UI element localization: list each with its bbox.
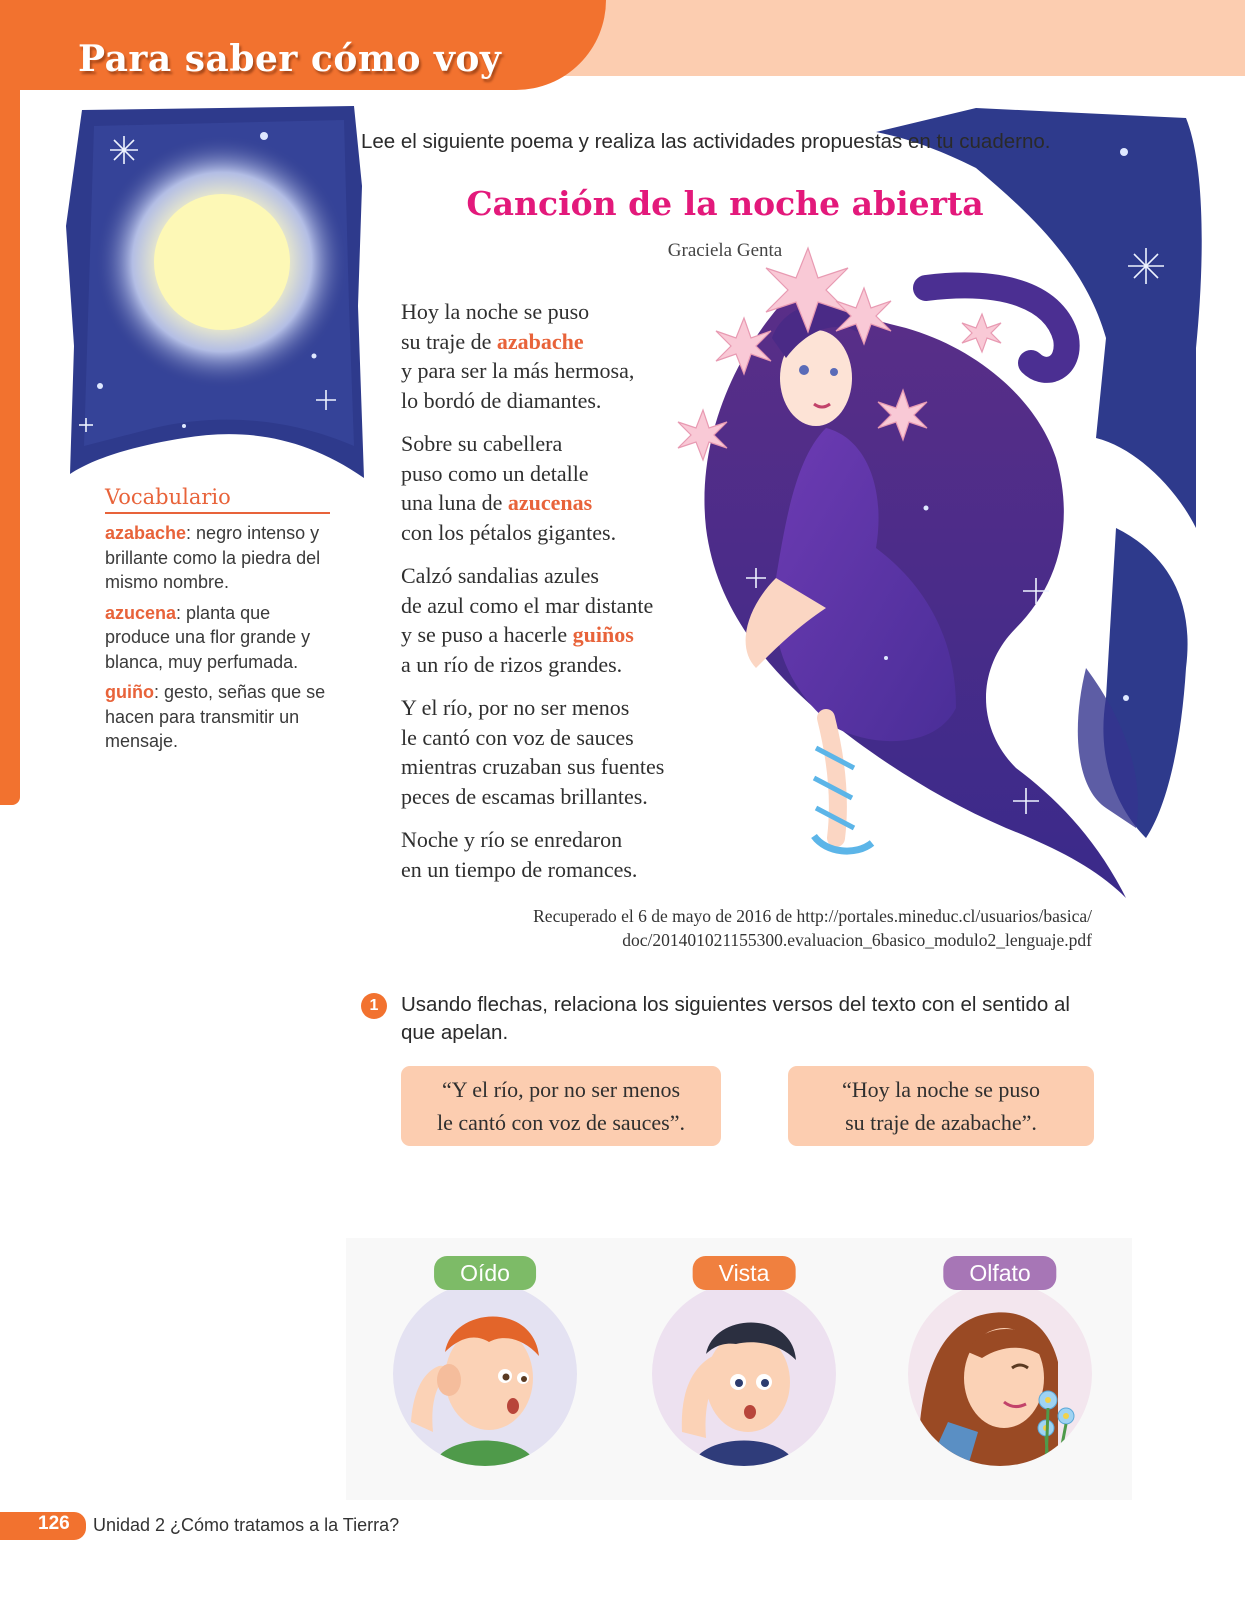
verse: Sobre su cabellera bbox=[401, 431, 563, 456]
verse: Hoy la noche se puso bbox=[401, 299, 590, 324]
moon-illustration bbox=[64, 106, 374, 478]
vocabulary-term: azucena bbox=[105, 602, 177, 623]
vocabulary-item bbox=[105, 680, 330, 754]
verse: Noche y río se enredaron bbox=[401, 827, 623, 852]
quote-box bbox=[401, 1066, 721, 1146]
verse-text: su traje de bbox=[401, 328, 497, 354]
stanza bbox=[401, 561, 664, 679]
verse: con los pétalos gigantes. bbox=[401, 519, 617, 545]
boy-listening-illustration bbox=[393, 1282, 577, 1466]
stanza bbox=[401, 297, 664, 415]
quote-line: “Hoy la noche se puso bbox=[842, 1077, 1040, 1102]
poem-title: Canción de la noche abierta bbox=[466, 184, 984, 223]
source-line: doc/201401021155300.evaluacion_6basico_modulo2_lenguaje.pdf bbox=[622, 930, 1092, 950]
vocabulary-title: Vocabulario bbox=[105, 485, 330, 514]
vocabulary-definition: : gesto, señas que se hacen para transmitir un mensaje. bbox=[105, 682, 326, 751]
activity-number-badge: 1 bbox=[361, 993, 387, 1019]
page-number: 126 bbox=[38, 1513, 70, 1534]
verse: puso como un detalle bbox=[401, 460, 589, 486]
vocabulary-keyword: azucenas bbox=[507, 490, 593, 515]
quote-line: su traje de azabache”. bbox=[845, 1110, 1037, 1135]
verse: en un tiempo de romances. bbox=[401, 856, 638, 882]
night-lady-illustration bbox=[676, 108, 1228, 908]
vocabulary-definition: : negro intenso y brillante como la piedra del mismo nombre. bbox=[105, 523, 321, 592]
source-line: Recuperado el 6 de mayo de 2016 de http://portales.mineduc.cl/usuarios/basica/ bbox=[533, 906, 1092, 926]
poem-body bbox=[401, 297, 664, 898]
vocabulary-item bbox=[105, 521, 330, 595]
verse bbox=[401, 327, 664, 357]
activity-instruction: Usando flechas, relaciona los siguientes versos del texto con el sentido al que apelan. bbox=[401, 993, 1070, 1044]
quote-line: “Y el río, por no ser menos bbox=[441, 1077, 681, 1102]
sense-label: Olfato bbox=[943, 1256, 1056, 1290]
verse: a un río de rizos grandes. bbox=[401, 651, 623, 677]
verse: y para ser la más hermosa, bbox=[401, 358, 635, 383]
source-citation bbox=[533, 904, 1092, 952]
unit-footer: Unidad 2 ¿Cómo tratamos a la Tierra? bbox=[93, 1515, 400, 1535]
stanza bbox=[401, 693, 664, 811]
verse: lo bordó de diamantes. bbox=[401, 387, 602, 413]
vocabulary-item bbox=[105, 601, 330, 675]
poem-author: Graciela Genta bbox=[667, 240, 783, 261]
verse: Calzó sandalias azules bbox=[401, 563, 599, 588]
quote-line: le cantó con voz de sauces”. bbox=[437, 1110, 685, 1135]
verse bbox=[401, 488, 664, 518]
quote-box bbox=[788, 1066, 1094, 1146]
sense-card-olfato bbox=[900, 1256, 1100, 1468]
girl-smelling-flowers-illustration bbox=[908, 1282, 1092, 1466]
verse: peces de escamas brillantes. bbox=[401, 783, 648, 809]
sense-label: Oído bbox=[434, 1256, 536, 1290]
left-accent-bar bbox=[0, 60, 20, 805]
stanza bbox=[401, 825, 664, 884]
sense-label: Vista bbox=[693, 1256, 796, 1290]
boy-looking-illustration bbox=[652, 1282, 836, 1466]
instruction-text: Lee el siguiente poema y realiza las actividades propuestas en tu cuaderno. bbox=[361, 130, 1051, 153]
verse: Y el río, por no ser menos bbox=[401, 695, 630, 720]
verse: de azul como el mar distante bbox=[401, 592, 654, 618]
stanza bbox=[401, 429, 664, 547]
verse-text: una luna de bbox=[401, 490, 508, 515]
vocabulary-keyword: azabache bbox=[496, 328, 584, 354]
page-title: Para saber cómo voy bbox=[78, 38, 502, 80]
verse-text: y se puso a hacerle bbox=[401, 622, 573, 647]
sense-card-oido bbox=[385, 1256, 585, 1468]
vocabulary-box bbox=[105, 485, 330, 760]
vocabulary-keyword: guiños bbox=[572, 622, 634, 647]
vocabulary-definition: : planta que produce una flor grande y blanca, muy perfumada. bbox=[105, 602, 311, 672]
vocabulary-term: guiño bbox=[105, 682, 154, 702]
vocabulary-term: azabache bbox=[105, 523, 187, 543]
verse: mientras cruzaban sus fuentes bbox=[401, 754, 665, 779]
verse bbox=[401, 620, 664, 650]
verse: le cantó con voz de sauces bbox=[401, 724, 634, 750]
sense-card-vista bbox=[644, 1256, 844, 1468]
